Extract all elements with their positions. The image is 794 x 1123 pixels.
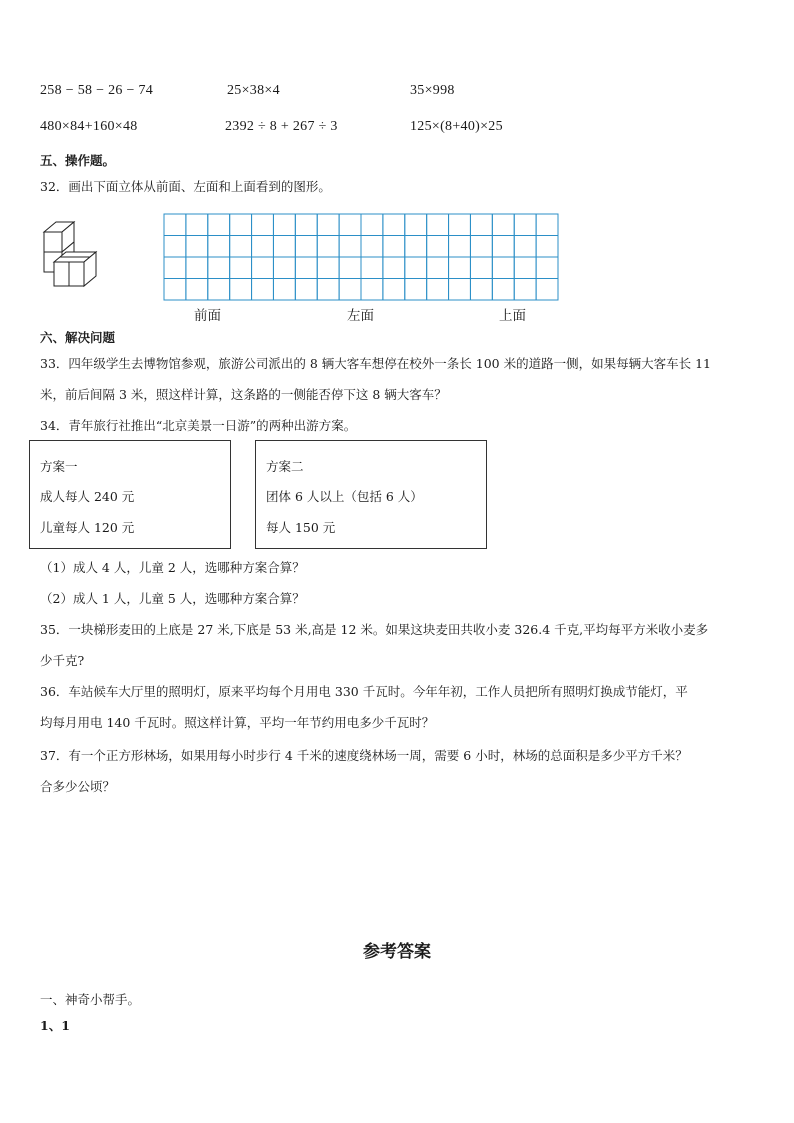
grid-cell[interactable] xyxy=(449,236,471,258)
grid-label-left: 左面 xyxy=(347,308,374,324)
grid-cell[interactable] xyxy=(230,214,252,236)
drawing-grid[interactable] xyxy=(163,213,559,301)
grid-cell[interactable] xyxy=(361,236,383,258)
grid-cell[interactable] xyxy=(208,279,230,301)
grid-cell[interactable] xyxy=(470,257,492,279)
grid-cell[interactable] xyxy=(449,214,471,236)
grid-cell[interactable] xyxy=(208,257,230,279)
expression-4: 480×84+160×48 xyxy=(40,119,138,134)
grid-cell[interactable] xyxy=(536,279,558,301)
grid-cell[interactable] xyxy=(361,214,383,236)
expression-5: 2392 ÷ 8 + 267 ÷ 3 xyxy=(225,119,338,134)
section-heading-5: 五、操作题。 xyxy=(40,153,116,168)
cube-stack-figure xyxy=(38,220,100,292)
question-32: 32．画出下面立体从前面、左面和上面看到的图形。 xyxy=(40,179,331,194)
grid-cell[interactable] xyxy=(427,279,449,301)
grid-cell[interactable] xyxy=(273,236,295,258)
question-36-line-1: 36．车站候车大厅里的照明灯，原来平均每个月用电 330 千瓦时。今年年初，工作人员把所有照明灯换成节能灯，平 xyxy=(40,684,688,699)
question-36-line-2: 均每月用电 140 千瓦时。照这样计算，平均一年节约用电多少千瓦时？ xyxy=(40,715,435,730)
question-33-line-1: 33．四年级学生去博物馆参观，旅游公司派出的 8 辆大客车想停在校外一条长 100 米的道路一侧，如果每辆大客车长 11 xyxy=(40,356,711,371)
question-34: 34．青年旅行社推出“北京美景一日游”的两种出游方案。 xyxy=(40,418,357,433)
grid-cell[interactable] xyxy=(186,279,208,301)
question-33-line-2: 米，前后间隔 3 米，照这样计算，这条路的一侧能否停下这 8 辆大客车？ xyxy=(40,387,447,402)
grid-cell[interactable] xyxy=(186,214,208,236)
grid-cell[interactable] xyxy=(273,279,295,301)
expression-6: 125×(8+40)×25 xyxy=(410,119,503,134)
plan-one-title: 方案一 xyxy=(40,459,78,474)
grid-cell[interactable] xyxy=(427,257,449,279)
grid-cell[interactable] xyxy=(164,279,186,301)
grid-cell[interactable] xyxy=(449,257,471,279)
grid-cell[interactable] xyxy=(405,214,427,236)
plan-one-adult: 成人每人 240 元 xyxy=(40,489,135,504)
grid-cell[interactable] xyxy=(383,236,405,258)
grid-cell[interactable] xyxy=(427,236,449,258)
grid-label-top: 上面 xyxy=(499,308,526,324)
grid-cell[interactable] xyxy=(339,214,361,236)
grid-cell[interactable] xyxy=(449,279,471,301)
grid-cell[interactable] xyxy=(295,279,317,301)
grid-cell[interactable] xyxy=(273,257,295,279)
grid-cell[interactable] xyxy=(339,236,361,258)
grid-cell[interactable] xyxy=(405,236,427,258)
plan-two-price: 每人 150 元 xyxy=(266,520,336,535)
grid-cell[interactable] xyxy=(470,236,492,258)
grid-cell[interactable] xyxy=(492,279,514,301)
expression-2: 25×38×4 xyxy=(227,83,280,98)
grid-cell[interactable] xyxy=(295,257,317,279)
section-heading-6: 六、解决问题 xyxy=(40,330,116,345)
question-34-sub-1: （1）成人 4 人，儿童 2 人，选哪种方案合算？ xyxy=(40,560,305,575)
grid-cell[interactable] xyxy=(317,236,339,258)
grid-cell[interactable] xyxy=(164,214,186,236)
grid-cell[interactable] xyxy=(492,257,514,279)
grid-cell[interactable] xyxy=(317,279,339,301)
question-37-line-2: 合多少公顷？ xyxy=(40,779,116,794)
plan-one-box xyxy=(29,440,231,549)
grid-cell[interactable] xyxy=(230,279,252,301)
grid-cell[interactable] xyxy=(492,214,514,236)
grid-cell[interactable] xyxy=(317,214,339,236)
grid-cell[interactable] xyxy=(339,257,361,279)
grid-cell[interactable] xyxy=(470,279,492,301)
grid-cell[interactable] xyxy=(514,236,536,258)
answer-section-1: 一、神奇小帮手。 xyxy=(40,992,141,1007)
plan-two-group: 团体 6 人以上（包括 6 人） xyxy=(266,489,423,504)
grid-cell[interactable] xyxy=(361,257,383,279)
grid-cell[interactable] xyxy=(339,279,361,301)
expression-3: 35×998 xyxy=(410,83,455,98)
grid-cell[interactable] xyxy=(208,214,230,236)
grid-cell[interactable] xyxy=(383,279,405,301)
grid-cell[interactable] xyxy=(273,214,295,236)
grid-cell[interactable] xyxy=(427,214,449,236)
answer-key-title: 参考答案 xyxy=(363,942,431,962)
grid-cell[interactable] xyxy=(252,257,274,279)
grid-cell[interactable] xyxy=(208,236,230,258)
grid-cell[interactable] xyxy=(295,236,317,258)
question-35-line-1: 35．一块梯形麦田的上底是 27 米,下底是 53 米,高是 12 米。如果这块麦田共收小麦 326.4 千克,平均每平方米收小麦多 xyxy=(40,622,709,637)
grid-cell[interactable] xyxy=(295,214,317,236)
grid-cell[interactable] xyxy=(186,257,208,279)
grid-cell[interactable] xyxy=(536,236,558,258)
grid-cell[interactable] xyxy=(536,257,558,279)
grid-cell[interactable] xyxy=(317,257,339,279)
answer-1: 1、1 xyxy=(40,1018,70,1033)
grid-cell[interactable] xyxy=(361,279,383,301)
grid-cell[interactable] xyxy=(164,257,186,279)
grid-cell[interactable] xyxy=(514,279,536,301)
expression-1: 258 − 58 − 26 − 74 xyxy=(40,83,154,98)
grid-cell[interactable] xyxy=(536,214,558,236)
grid-label-front: 前面 xyxy=(194,308,221,324)
grid-cell[interactable] xyxy=(164,236,186,258)
grid-cell[interactable] xyxy=(252,236,274,258)
plan-two-title: 方案二 xyxy=(266,459,304,474)
grid-cell[interactable] xyxy=(514,214,536,236)
question-37-line-1: 37．有一个正方形林场，如果用每小时步行 4 千米的速度绕林场一周，需要 6 小时，林场的总面积是多少平方千米？ xyxy=(40,748,688,763)
grid-cell[interactable] xyxy=(470,214,492,236)
grid-cell[interactable] xyxy=(383,257,405,279)
question-34-sub-2: （2）成人 1 人，儿童 5 人，选哪种方案合算？ xyxy=(40,591,305,606)
question-35-line-2: 少千克? xyxy=(40,653,85,668)
plan-two-box xyxy=(255,440,487,549)
grid-cell[interactable] xyxy=(405,279,427,301)
grid-cell[interactable] xyxy=(405,257,427,279)
grid-cell[interactable] xyxy=(230,236,252,258)
grid-cell[interactable] xyxy=(492,236,514,258)
plan-one-child: 儿童每人 120 元 xyxy=(40,520,135,535)
grid-cell[interactable] xyxy=(383,214,405,236)
grid-cell[interactable] xyxy=(252,214,274,236)
grid-cell[interactable] xyxy=(252,279,274,301)
grid-cell[interactable] xyxy=(514,257,536,279)
grid-cell[interactable] xyxy=(186,236,208,258)
grid-cell[interactable] xyxy=(230,257,252,279)
